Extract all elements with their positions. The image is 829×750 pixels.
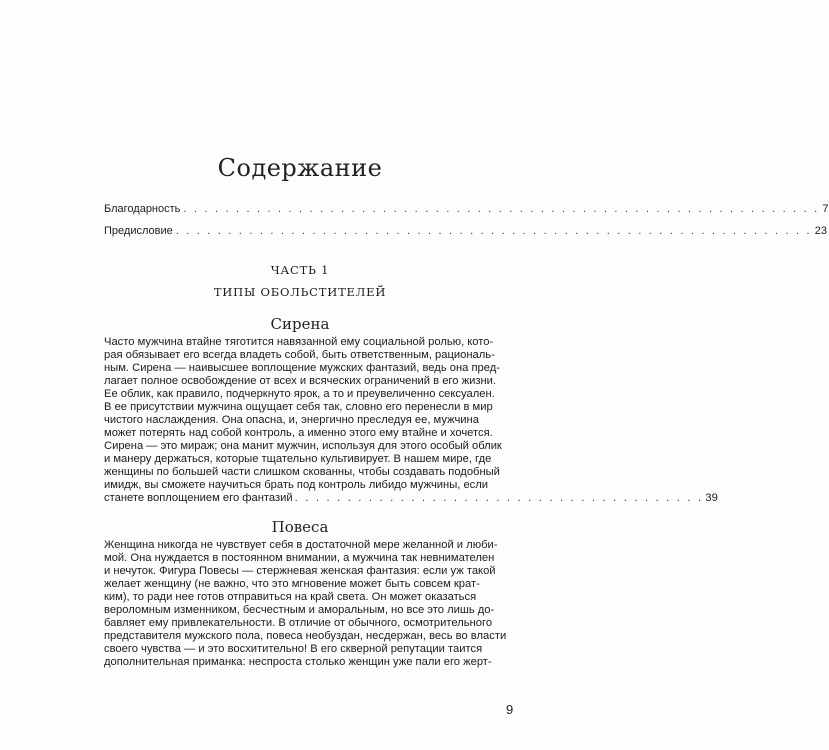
text-line: может потерять над собой контроль, а именно этого ему втайне и хочется. [104,427,493,439]
toc-leader-dots: . . . . . . . . . . . . . . . . . . . . . . . . . . . . . . . . . . . . . . . . . . . . . . . . . . . . . . . . . . . . . [175,225,812,237]
page-number: 9 [506,702,514,717]
toc-entry-page: 7 [822,203,829,215]
text-line: вероломным изменником, бесчестным и аморальным, но все это лишь до- [104,604,495,616]
text-line: имидж, вы сможете научиться брать под контроль либидо мужчины, если [104,479,489,491]
part-label: ЧАСТЬ 1 [270,263,330,277]
text-line: представителя мужского пола, повеса необуздан, несдержан, весь во власти [104,630,507,642]
text-line: ным. Сирена — наивысшее воплощение мужских фантазий, ведь она пред- [104,362,500,374]
text-line: ким), то ради нее готов отправиться на край света. Он может оказаться [104,591,477,603]
toc-entry-page: 23 [814,225,827,237]
toc-entry-label: Предисловие [104,225,173,237]
toc-leader-dots: . . . . . . . . . . . . . . . . . . . . . . . . . . . . . . . . . . . . . . . . . . . . . . . . . . . . . . . . . . . . . [183,203,820,215]
text-line: Часто мужчина втайне тяготится навязанной ему социальной ролью, кото- [104,336,494,348]
text-line: желает женщину (не важно, что это мгновение может быть совсем крат- [104,578,480,590]
toc-entry [104,225,827,243]
text-line: бавляет ему привлекательности. В отличие от обычного, осмотрительного [104,617,493,629]
toc-entry [104,203,829,221]
text-line: Ее облик, как правило, подчеркнуто ярок, а то и преувеличенно сексуален. [104,388,495,400]
text-line: и нечуток. Фигура Повесы — стержневая женская фантазия: если уж такой [104,565,496,577]
part-title: ТИПЫ ОБОЛЬСТИТЕЛЕЙ [213,285,387,299]
text-line: лагает полное освобождение от всех и всяческих ограничений в его жизни. [104,375,496,387]
text-line: чистого наслаждения. Она опасна, и, энергично преследуя ее, мужчина [104,414,479,426]
toc-entry-label: Благодарность [104,203,181,215]
text-line: и манеру держаться, которые тщательно культивирует. В нашем мире, где [104,453,492,465]
text-line: рая обязывает его всегда владеть собой, быть ответственным, рациональ- [104,349,495,361]
section-text-rake [104,539,507,669]
section-text-siren [104,336,718,505]
section-heading-siren: Сирена [270,315,330,333]
section-page-number: 39 [705,492,718,504]
text-line: дополнительная приманка: неспроста столько женщин уже пали его жерт- [104,656,492,668]
text-line: мой. Она нуждается в постоянном внимании, а мужчина так невнимателен [104,552,495,564]
text-line: Сирена — это мираж; она манит мужчин, используя для этого особый облик [104,440,502,452]
text-line: Женщина никогда не чувствует себя в достаточной мере желанной и люби- [104,539,498,551]
section-heading-rake: Повеса [271,518,329,536]
text-line: В ее присутствии мужчина ощущает себя так, словно его перенесли в мир [104,401,493,413]
text-line: станете воплощением его фантазий [104,492,293,504]
section-page-ref [104,492,718,505]
text-line: женщины по большей части слишком скованны, чтобы создавать подобный [104,466,500,478]
toc-leader-dots: . . . . . . . . . . . . . . . . . . . . . . . . . . . . . . . . . . . . . . . [294,492,704,504]
contents-title: Содержание [217,154,383,182]
text-line: своего чувства — и это восхитительно! В его скверной репутации таится [104,643,483,655]
